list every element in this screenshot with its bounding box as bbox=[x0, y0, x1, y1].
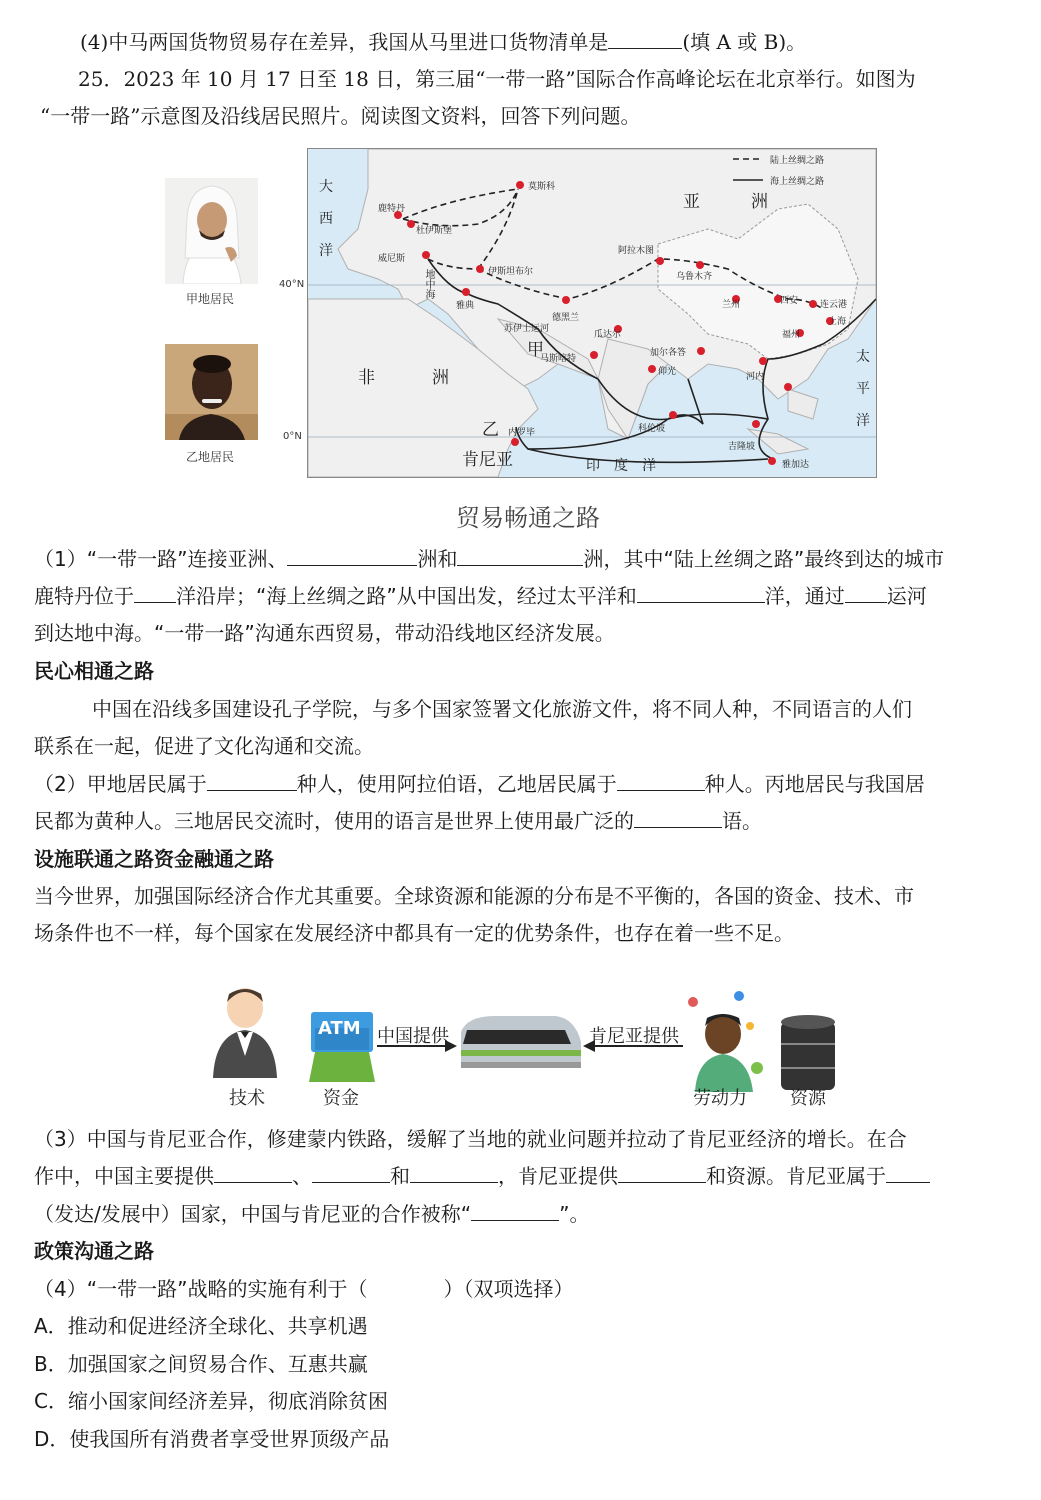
q3-l2-e: 和资源。肯尼亚属于 bbox=[706, 1164, 886, 1188]
tech-label: 技术 bbox=[229, 1088, 265, 1109]
q3-line1: （3）中国与肯尼亚合作，修建蒙内铁路，缓解了当地的就业问题并拉动了肯尼亚经济的增长。在合 bbox=[34, 1127, 907, 1151]
q3-line3 bbox=[34, 1202, 1009, 1226]
resources-label: 资源 bbox=[790, 1088, 826, 1109]
q4-stem bbox=[34, 1277, 1009, 1301]
photo-yi-caption: 乙地居民 bbox=[186, 450, 235, 464]
city-gwadar: 瓜达尔 bbox=[594, 330, 622, 340]
city-shanghai: 上海 bbox=[828, 317, 847, 327]
cooperation-diagram bbox=[205, 982, 845, 1110]
city-lanzhou: 兰州 bbox=[722, 300, 741, 310]
city-kualalumpur: 吉隆坡 bbox=[728, 442, 756, 452]
legend-land-label: 陆上丝绸之路 bbox=[770, 156, 825, 166]
q2-l2-b: 语。 bbox=[722, 809, 762, 833]
photo-jia-caption: 甲地居民 bbox=[186, 292, 235, 306]
q1-l2-d: 运河 bbox=[886, 584, 927, 608]
q1-l1-c: 洲，其中“陆上丝绸之路”最终到达的城市 bbox=[583, 547, 945, 571]
city-yangon: 仰光 bbox=[658, 367, 677, 377]
q3-l2-a: 作中，中国主要提供 bbox=[34, 1164, 214, 1188]
q1-line3: 到达地中海。“一带一路”沟通东西贸易，带动沿线地区经济发展。 bbox=[34, 621, 615, 645]
city-nairobi: 内罗毕 bbox=[508, 428, 536, 438]
people-text-2: 联系在一起，促进了文化沟通和交流。 bbox=[34, 734, 374, 758]
q4-option-c[interactable]: C．缩小国家间经济差异，彻底消除贫困 bbox=[34, 1389, 388, 1413]
city-suez: 苏伊士运河 bbox=[504, 324, 550, 334]
q1-l2-a: 鹿特丹位于 bbox=[34, 584, 134, 608]
q1-line1 bbox=[34, 547, 1009, 571]
q1-blank-continent2[interactable] bbox=[457, 547, 583, 566]
q4-option-b[interactable]: B．加强国家之间贸易合作、互惠共赢 bbox=[34, 1352, 368, 1376]
q2-blank-race-jia[interactable] bbox=[207, 772, 297, 791]
q2-l1-b: 种人，使用阿拉伯语，乙地居民属于 bbox=[296, 772, 617, 796]
q2-blank-race-yi[interactable] bbox=[617, 772, 705, 791]
city-hanoi: 河内 bbox=[746, 372, 765, 382]
map-label-kenya: 肯尼亚 bbox=[462, 450, 513, 470]
q1-blank-ocean2[interactable] bbox=[637, 584, 765, 603]
city-xian: 西安 bbox=[780, 296, 799, 306]
city-athens: 雅典 bbox=[456, 301, 475, 311]
q3-l2-b: 、 bbox=[292, 1164, 312, 1188]
map-label-asia-1: 亚 bbox=[683, 192, 700, 212]
map-label-pacific: 太平洋 bbox=[856, 349, 870, 429]
q25-intro-line1: 25．2023 年 10 月 17 日至 18 日，第三届“一带一路”国际合作高峰论坛在北京举行。如图为 bbox=[78, 67, 916, 91]
kenya-person-icon bbox=[688, 991, 763, 1092]
q24-part4-tail: (填 A 或 B)。 bbox=[682, 30, 807, 54]
map-label-atlantic: 大西洋 bbox=[319, 179, 333, 259]
people-text-1: 中国在沿线多国建设孔子学院，与多个国家签署文化旅游文件，将不同人种，不同语言的人们 bbox=[92, 697, 912, 721]
q2-l1-a: （2）甲地居民属于 bbox=[34, 772, 207, 796]
belt-and-road-map bbox=[307, 148, 877, 478]
capital-label: 资金 bbox=[323, 1088, 359, 1109]
q3-l2-d: ，肯尼亚提供 bbox=[498, 1164, 618, 1188]
q4-stem-b: ）（双项选择） bbox=[443, 1277, 574, 1301]
city-lianyungang: 连云港 bbox=[820, 300, 848, 310]
section-people: 民心相通之路 bbox=[34, 659, 154, 683]
oil-barrel-icon bbox=[781, 1015, 835, 1090]
q3-blank-4[interactable] bbox=[618, 1164, 706, 1183]
q24-part4-blank[interactable] bbox=[608, 30, 682, 49]
map-label-yi: 乙 bbox=[482, 420, 499, 440]
city-urumqi: 乌鲁木齐 bbox=[676, 272, 713, 282]
city-tehran: 德黑兰 bbox=[552, 313, 580, 323]
q3-line2 bbox=[34, 1164, 1009, 1188]
map-lat-0n: 0°N bbox=[283, 431, 302, 442]
facility-text-2: 场条件也不一样，每个国家在发展经济中都具有一定的优势条件，也存在着一些不足。 bbox=[34, 921, 794, 945]
facility-text-1: 当今世界，加强国际经济合作尤其重要。全球资源和能源的分布是不平衡的，各国的资金、技术、市 bbox=[34, 884, 914, 908]
photo-jia-resident bbox=[165, 178, 258, 284]
q1-line2 bbox=[34, 584, 1009, 608]
map-label-asia-2: 洲 bbox=[751, 192, 768, 212]
q3-blank-2[interactable] bbox=[312, 1164, 390, 1183]
section-policy: 政策沟通之路 bbox=[34, 1239, 154, 1263]
city-almaty: 阿拉木图 bbox=[618, 246, 655, 256]
q24-part4 bbox=[80, 30, 1041, 54]
map-lat-40n: 40°N bbox=[279, 279, 305, 290]
city-venice: 威尼斯 bbox=[378, 254, 406, 264]
q3-l2-c: 和 bbox=[390, 1164, 410, 1188]
q1-l2-c: 洋，通过 bbox=[764, 584, 845, 608]
q2-l1-c: 种人。丙地居民与我国居 bbox=[704, 772, 925, 796]
q3-l3-a: （发达/发展中）国家，中国与肯尼亚的合作被称“ bbox=[34, 1202, 472, 1226]
city-fuzhou: 福州 bbox=[782, 330, 801, 340]
map-label-africa-2: 洲 bbox=[432, 368, 449, 388]
map-label-indian-ocean: 印 度 洋 bbox=[586, 458, 656, 474]
labor-label: 劳动力 bbox=[693, 1088, 747, 1109]
city-istanbul: 伊斯坦布尔 bbox=[488, 267, 534, 277]
city-muscat: 马斯喀特 bbox=[540, 354, 577, 364]
q1-l2-b: 洋沿岸；“海上丝绸之路”从中国出发，经过太平洋和 bbox=[176, 584, 637, 608]
legend-sea-label: 海上丝绸之路 bbox=[770, 177, 825, 187]
city-moscow: 莫斯科 bbox=[528, 182, 556, 192]
q4-option-d[interactable]: D．使我国所有消费者享受世界顶级产品 bbox=[34, 1427, 390, 1451]
photo-yi-resident bbox=[165, 344, 258, 440]
q3-l3-b: ”。 bbox=[559, 1202, 590, 1226]
q4-stem-a: （4）“一带一路”战略的实施有利于（ bbox=[34, 1277, 368, 1301]
city-rotterdam: 鹿特丹 bbox=[378, 204, 406, 214]
q4-option-a[interactable]: A．推动和促进经济全球化、共享机遇 bbox=[34, 1314, 368, 1338]
q3-blank-3[interactable] bbox=[410, 1164, 498, 1183]
city-kolkata: 加尔各答 bbox=[650, 348, 687, 358]
q1-blank-canal[interactable] bbox=[845, 584, 887, 603]
tech-person-icon bbox=[213, 988, 277, 1078]
q1-blank-ocean1[interactable] bbox=[134, 584, 176, 603]
q1-l1-b: 洲和 bbox=[417, 547, 458, 571]
q2-line1 bbox=[34, 772, 1009, 796]
q24-part4-text: (4)中马两国货物贸易存在差异，我国从马里进口货物清单是 bbox=[80, 30, 609, 54]
q1-blank-continent1[interactable] bbox=[287, 547, 417, 566]
q25-intro-line2: “一带一路”示意图及沿线居民照片。阅读图文资料，回答下列问题。 bbox=[40, 104, 641, 128]
q1-l1-a: （1）“一带一路”连接亚洲、 bbox=[34, 547, 288, 571]
train-icon bbox=[461, 1016, 581, 1068]
city-duisburg: 杜伊斯堡 bbox=[416, 226, 453, 236]
q2-line2 bbox=[34, 809, 1009, 833]
city-colombo: 科伦坡 bbox=[638, 424, 666, 434]
map-label-mediterranean: 地中海 bbox=[423, 269, 434, 299]
map-caption: 贸易畅通之路 bbox=[456, 504, 600, 532]
map-label-jia: 甲 bbox=[527, 340, 544, 360]
city-jakarta: 雅加达 bbox=[782, 460, 810, 470]
q2-l2-a: 民都为黄种人。三地居民交流时，使用的语言是世界上使用最广泛的 bbox=[34, 809, 634, 833]
atm-label: ATM bbox=[318, 1018, 361, 1039]
china-provides-label: 中国提供 bbox=[377, 1026, 449, 1047]
map-label-africa-1: 非 bbox=[358, 368, 375, 388]
q3-blank-1[interactable] bbox=[214, 1164, 292, 1183]
section-facility: 设施联通之路资金融通之路 bbox=[34, 847, 274, 871]
q2-blank-language[interactable] bbox=[634, 809, 722, 828]
kenya-provides-label: 肯尼亚提供 bbox=[589, 1026, 679, 1047]
q3-blank-5[interactable] bbox=[886, 1164, 930, 1183]
q3-blank-6[interactable] bbox=[471, 1202, 559, 1221]
